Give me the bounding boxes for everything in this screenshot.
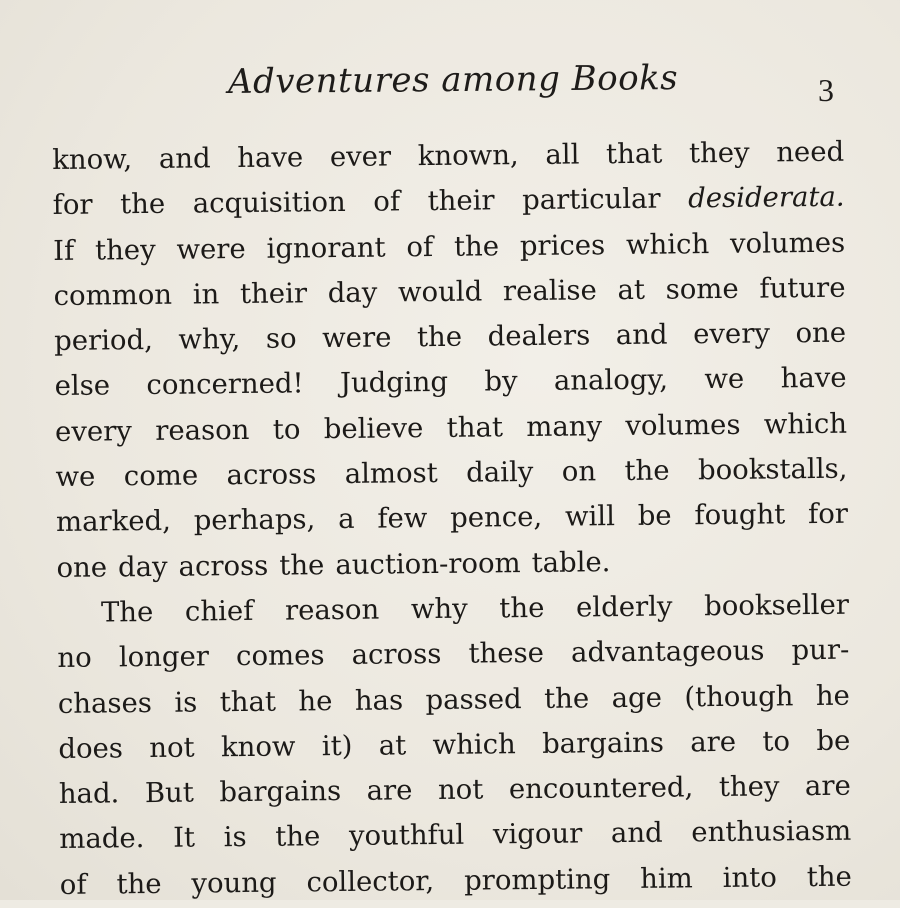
- word: need: [776, 135, 845, 169]
- word: that: [605, 137, 663, 171]
- word: chief: [184, 594, 254, 628]
- word: fought: [694, 498, 786, 532]
- word: bookstalls,: [697, 452, 848, 487]
- word: believe: [323, 411, 424, 445]
- word: reason: [155, 413, 250, 447]
- word: that: [446, 411, 504, 444]
- word: are: [366, 774, 413, 807]
- word: encountered,: [508, 771, 694, 806]
- word: reason: [284, 593, 380, 627]
- word: the: [416, 320, 463, 354]
- word: into: [722, 861, 777, 894]
- word: their: [427, 184, 495, 218]
- word: one: [795, 316, 847, 350]
- word: know,: [52, 143, 133, 176]
- word: marked,: [55, 505, 172, 539]
- word: and: [610, 817, 663, 850]
- word: dealers: [487, 319, 591, 353]
- word: the: [543, 681, 590, 715]
- word: future: [759, 271, 846, 305]
- word: why,: [178, 323, 241, 356]
- word: particular: [522, 182, 661, 217]
- word: table.: [531, 545, 611, 579]
- word: across: [351, 638, 442, 672]
- word: all: [545, 138, 580, 171]
- word: longer: [118, 640, 210, 674]
- word: ignorant: [266, 231, 386, 265]
- word: at: [617, 273, 646, 306]
- word: be: [637, 499, 672, 533]
- word: by: [484, 365, 518, 398]
- word: realise: [502, 274, 597, 308]
- word: for: [807, 498, 849, 531]
- word: vigour: [492, 817, 583, 851]
- word: comes: [235, 639, 325, 673]
- word: volumes: [625, 408, 741, 442]
- word: advantageous: [570, 634, 765, 669]
- word: that: [219, 685, 277, 718]
- word: does: [58, 732, 124, 765]
- word: no: [57, 641, 92, 675]
- word: period,: [53, 324, 154, 358]
- body-text: [52, 130, 852, 908]
- word: not: [149, 731, 195, 764]
- word: it): [321, 729, 353, 763]
- text-line: [52, 175, 844, 229]
- word: else: [54, 369, 111, 403]
- word: bargains: [219, 775, 342, 809]
- word: at: [378, 729, 407, 762]
- word: concerned!: [146, 367, 304, 402]
- word: which: [625, 227, 710, 261]
- word: pur-: [791, 633, 850, 667]
- word: But: [144, 776, 195, 810]
- word: The: [100, 595, 154, 629]
- word: bargains: [541, 726, 665, 760]
- word: the: [275, 820, 321, 854]
- word: has: [354, 683, 404, 717]
- word: If: [53, 234, 75, 267]
- word: volumes: [729, 226, 846, 260]
- word: the: [279, 548, 325, 582]
- word: were: [322, 321, 392, 355]
- word: auction-room: [335, 546, 521, 581]
- word: every: [54, 414, 133, 448]
- page-number: 3: [818, 72, 834, 108]
- word: perhaps,: [193, 503, 316, 537]
- word: across: [178, 549, 269, 583]
- word: collector,: [306, 864, 435, 899]
- word: (though: [684, 679, 794, 713]
- word: prices: [519, 228, 606, 262]
- word: chases: [57, 686, 153, 720]
- word: Judging: [339, 366, 449, 400]
- word: of: [373, 185, 401, 218]
- word: few: [377, 502, 428, 535]
- word: on: [561, 455, 597, 488]
- word: young: [191, 866, 277, 900]
- word: passed: [425, 682, 522, 716]
- word: almost: [344, 457, 438, 491]
- word: elderly: [575, 590, 673, 624]
- word: he: [815, 679, 851, 712]
- word: prompting: [463, 862, 611, 897]
- word: one: [56, 551, 108, 584]
- word: the: [624, 454, 670, 488]
- word: he: [298, 684, 333, 718]
- word: the: [120, 188, 166, 221]
- word: bookseller: [703, 588, 850, 623]
- word: are: [690, 725, 737, 759]
- word: for: [52, 188, 93, 222]
- running-head: [0, 58, 900, 108]
- word: were: [176, 232, 246, 266]
- word: acquisition: [192, 186, 346, 220]
- word: analogy,: [553, 364, 669, 398]
- word: which: [432, 728, 516, 761]
- word: enthusiasm: [691, 815, 852, 849]
- word: It: [172, 821, 196, 855]
- word: of: [59, 868, 87, 901]
- word: some: [665, 272, 739, 306]
- word: many: [526, 410, 603, 443]
- word: is: [174, 686, 198, 719]
- word: pence,: [449, 501, 543, 535]
- word: him: [640, 862, 693, 895]
- word: will: [564, 500, 616, 534]
- word: and: [615, 318, 668, 352]
- word: these: [468, 637, 545, 670]
- word: had.: [58, 777, 120, 811]
- word: we: [55, 460, 96, 494]
- word: desiderata.: [688, 181, 845, 215]
- word: youthful: [348, 819, 465, 853]
- word: the: [453, 229, 500, 263]
- word: made.: [59, 822, 145, 856]
- word: every: [692, 317, 771, 351]
- word: across: [226, 458, 317, 492]
- word: known,: [417, 139, 519, 173]
- word: daily: [466, 456, 534, 489]
- word: have: [780, 362, 847, 395]
- running-title: Adventures among Books: [227, 58, 679, 102]
- word: to: [762, 725, 791, 758]
- word: the: [499, 591, 545, 625]
- word: come: [123, 459, 199, 493]
- word: of: [406, 230, 434, 263]
- word: they: [94, 233, 156, 267]
- text-line: [56, 492, 848, 546]
- word: they: [718, 770, 780, 804]
- word: the: [806, 860, 852, 893]
- word: their: [239, 277, 308, 310]
- word: are: [804, 769, 851, 803]
- word: day: [117, 550, 168, 584]
- word: common: [53, 278, 173, 312]
- word: day: [327, 276, 378, 310]
- word: would: [397, 275, 483, 309]
- word: not: [437, 773, 484, 807]
- word: have: [237, 141, 304, 175]
- word: we: [704, 363, 745, 396]
- word: the: [116, 867, 162, 901]
- word: ever: [329, 140, 392, 174]
- word: and: [158, 142, 211, 175]
- word: they: [688, 136, 750, 170]
- word: know: [220, 730, 296, 764]
- word: so: [265, 322, 297, 355]
- word: be: [816, 724, 851, 757]
- word: which: [763, 407, 848, 441]
- word: age: [611, 681, 663, 714]
- word: why: [410, 592, 468, 626]
- word: in: [192, 278, 220, 311]
- word: is: [223, 821, 247, 854]
- word: to: [272, 413, 301, 446]
- word: a: [337, 503, 355, 536]
